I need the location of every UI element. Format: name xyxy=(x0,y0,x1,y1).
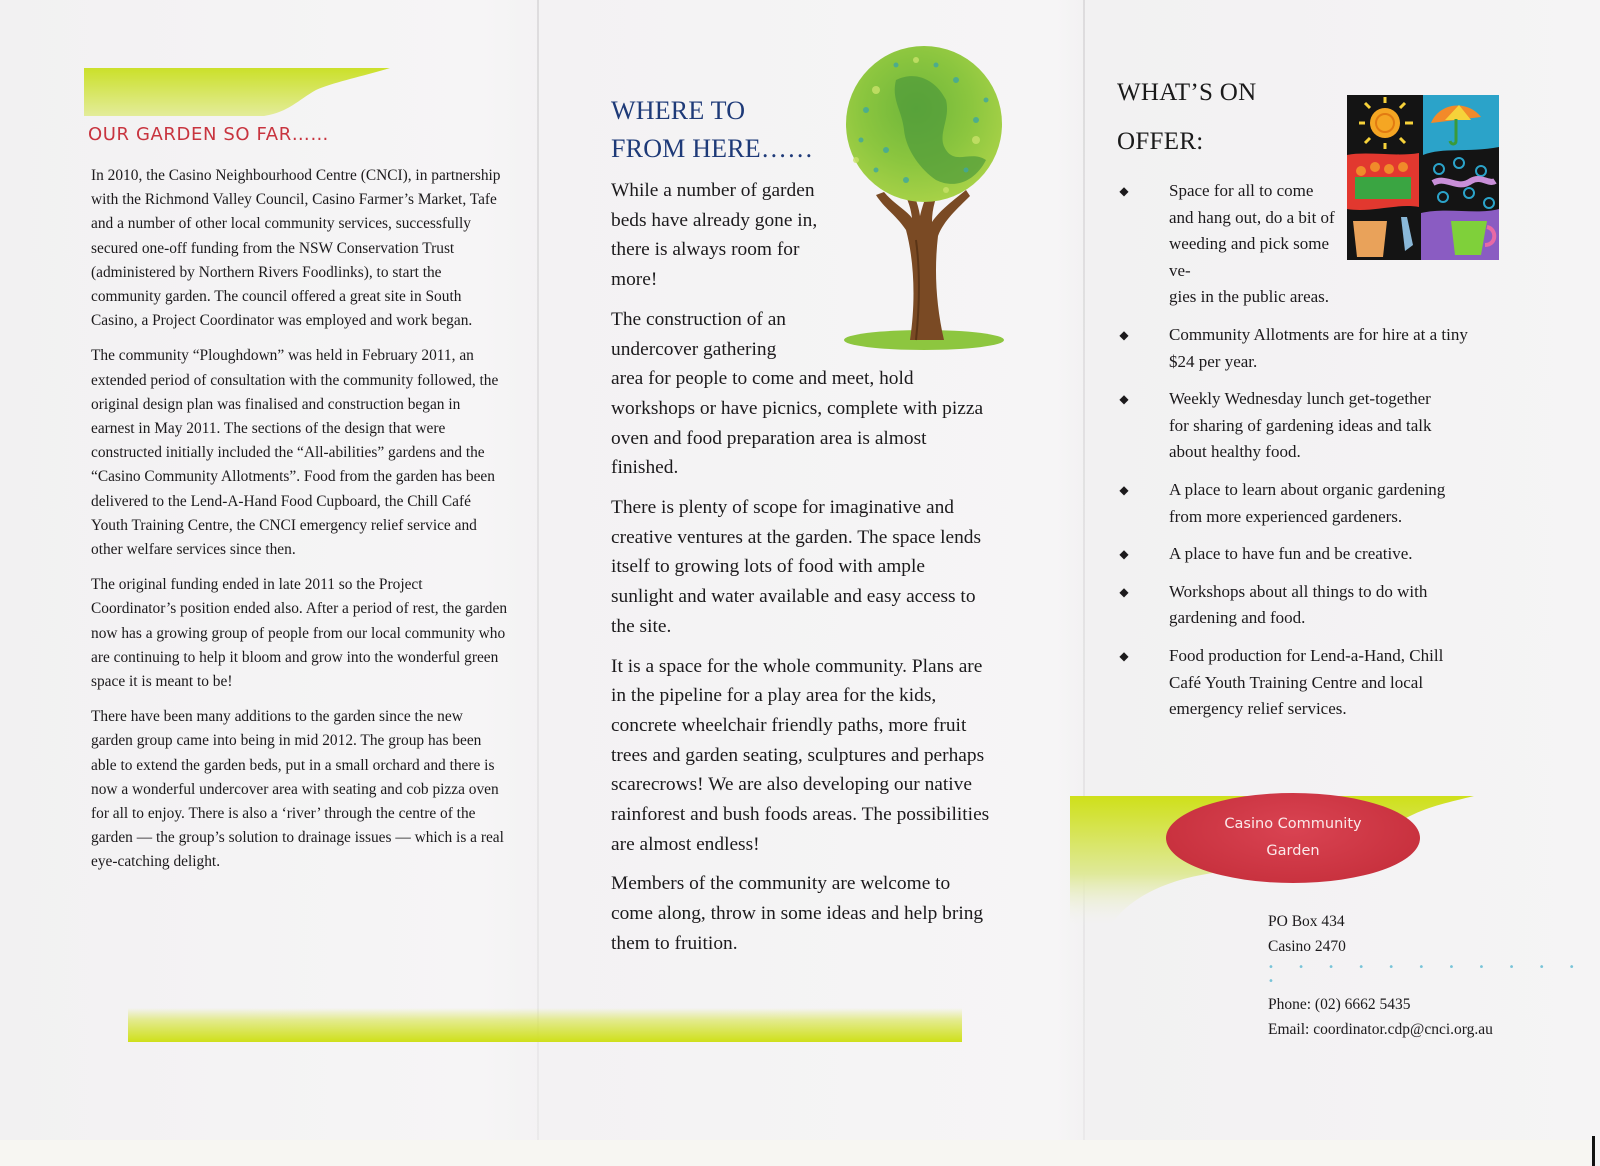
list-item-text: Space for all to come and hang out, do a bit of weeding and pick some ve- xyxy=(1169,181,1335,280)
po-box: PO Box 434 xyxy=(1268,913,1345,930)
paragraph: It is a space for the whole community. Plans are in the pipeline for a play area for the kids, concrete wheelchair friendly paths, more fruit trees and garden seating, sculptures and perhaps scarecrows! We are also developing our native rainforest and bush foods areas. The possibilities are almost endless! xyxy=(611,655,990,855)
paragraph-tail: area for people to come and meet, hold workshops or have picnics, complete with pizza oven and food preparation area is almost finished. xyxy=(611,368,984,479)
diamond-bullet-icon: ◆ xyxy=(1119,482,1129,497)
paragraph: The original funding ended in late 2011 so the Project Coordinator’s position ended also. After a period of rest, the garden now has a growing group of people from our local community who are continuing to help it bloom and grow into the wonderful green space it is meant to be! xyxy=(91,576,508,691)
list-item-text: Community Allotments are for hire at a tiny $24 per year. xyxy=(1169,324,1468,371)
contact-details xyxy=(1268,910,1600,1042)
list-item-text: A place to learn about organic gardening from more experienced gardeners. xyxy=(1169,479,1446,526)
dotted-divider: • • • • • • • • • • • • xyxy=(1268,962,1586,987)
list-item xyxy=(1117,579,1537,632)
phone-number: Phone: (02) 6662 5435 xyxy=(1268,996,1411,1013)
paragraph: There is plenty of scope for imaginative and creative ventures at the garden. The space lends itself to growing lots of food with ample sunlight and water available and easy access to the site. xyxy=(611,497,982,637)
list-item-text: A place to have fun and be creative. xyxy=(1169,544,1413,564)
paragraph: In 2010, the Casino Neighbourhood Centre (CNCI), in partnership with the Richmond Valley Council, Casino Farmer’s Market, Tafe and a number of other local community services, successfully secured one-off funding from the NSW Conservation Trust (administered by Northern Rivers Foodlinks), to start the community garden. The council offered a great site in South Casino, a Project Coordinator was employed and work began. xyxy=(91,167,501,330)
paragraph: While a number of garden beds have already gone in, there is always room for more! xyxy=(611,180,818,291)
paragraph: There have been many additions to the garden since the new garden group came into being in mid 2012. The group has been able to extend the garden beds, put in a small orchard and there is now a wonderful undercover area with seating and cob pizza oven for all to enjoy. There is also a ‘river’ through the centre of the garden — the group’s solution to drainage issues — which is a real eye-catching delight. xyxy=(91,708,504,871)
list-item-text: Workshops about all things to do with gardening and food. xyxy=(1169,581,1428,628)
diamond-bullet-icon: ◆ xyxy=(1119,648,1129,663)
logo-line: Garden xyxy=(1266,843,1320,859)
panel-our-garden xyxy=(88,120,508,886)
diamond-bullet-icon: ◆ xyxy=(1119,547,1129,562)
paragraph: Members of the community are welcome to come along, throw in some ideas and help bring them to fruition. xyxy=(611,873,984,954)
list-item xyxy=(1117,477,1537,530)
list-item xyxy=(1117,643,1537,723)
heading-our-garden: OUR GARDEN SO FAR…… xyxy=(88,124,329,145)
green-bar-bottom xyxy=(128,1008,962,1042)
diamond-bullet-icon: ◆ xyxy=(1119,392,1129,407)
diamond-bullet-icon: ◆ xyxy=(1119,584,1129,599)
list-item-text: Food production for Lend-a-Hand, Chill Café Youth Training Centre and local emergency relief services. xyxy=(1169,645,1444,719)
garden-clipart-icon xyxy=(1347,95,1499,260)
scan-bottom-edge xyxy=(0,1140,1590,1166)
heading-line: WHAT’S ON xyxy=(1117,79,1257,106)
green-swoosh-top xyxy=(84,68,390,116)
diamond-bullet-icon: ◆ xyxy=(1119,327,1129,342)
list-item xyxy=(1117,541,1537,568)
logo-line: Casino Community xyxy=(1224,816,1362,832)
town-postcode: Casino 2470 xyxy=(1268,937,1346,955)
casino-community-garden-logo xyxy=(1166,793,1420,883)
list-item-text: Weekly Wednesday lunch get-together for sharing of gardening ideas and talk about healthy food. xyxy=(1169,389,1432,462)
paragraph-head: The construction of an undercover gathering xyxy=(611,308,786,360)
list-item-text: gies in the public areas. xyxy=(1169,287,1330,307)
email-address: Email: coordinator.cdp@cnci.org.au xyxy=(1268,1020,1493,1038)
heading-line: WHERE TO xyxy=(611,96,746,125)
list-item xyxy=(1117,386,1537,466)
tree-illustration-icon xyxy=(836,40,1012,360)
scan-edge-mark xyxy=(1592,1136,1595,1166)
heading-line: OFFER: xyxy=(1117,128,1204,155)
paragraph: The community “Ploughdown” was held in February 2011, an extended period of consultation with the community followed, the original design plan was finalised and construction began in earnest in May 2011. The sections of the design that were constructed initially included the “All-abilities” gardens and the “Casino Community Allotments”. Food from the garden has been delivered to the Lend-A-Hand Food Cupboard, the Chill Café Youth Training Centre, the CNCI emergency relief service and other welfare services since then. xyxy=(91,347,499,559)
fold-line-left xyxy=(537,0,539,1140)
heading-line: FROM HERE…… xyxy=(611,134,814,163)
fold-line-right xyxy=(1083,0,1085,1140)
diamond-bullet-icon: ◆ xyxy=(1119,184,1129,198)
list-item xyxy=(1117,322,1537,375)
